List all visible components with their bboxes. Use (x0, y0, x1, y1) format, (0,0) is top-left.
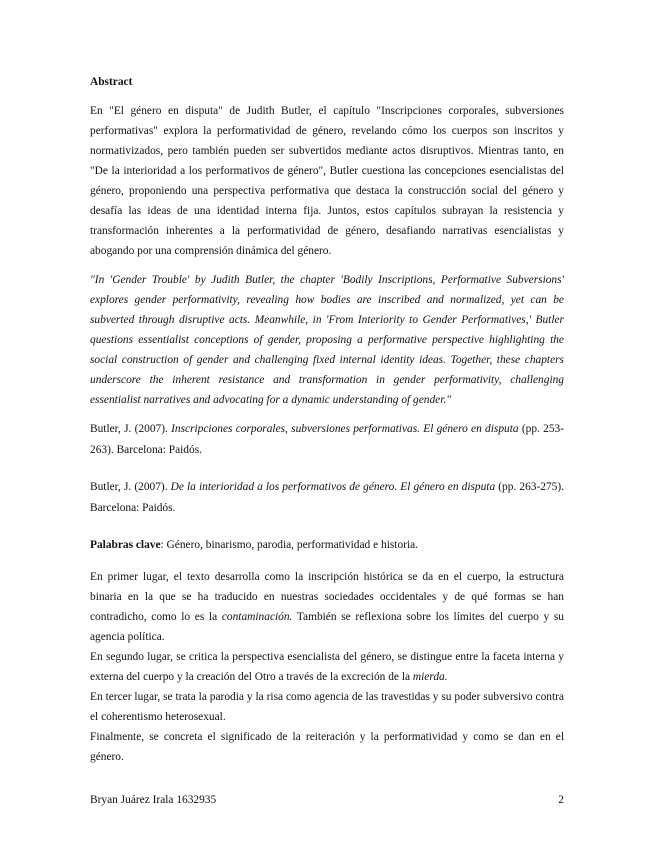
abstract-spanish: En "El género en disputa" de Judith Butler, el capítulo "Inscripciones corporales, subversiones performativas" explora la performatividad de género, revelando cómo los cuerpos son inscritos y normativizados, pero también pueden ser subvertidos mediante actos disruptivos. Mientras tanto, en "De la interioridad a los performativos de género", Butler cuestiona las concepciones esencialistas del género, proponiendo una perspectiva performativa que destaca la construcción social del género y desafía las ideas de una identidad interna fija. Juntos, estos capítulos subrayan la resistencia y transformación inherentes a la performatividad de género, desafiando narrativas esencialistas y abogando por una comprensión dinámica del género. (90, 105, 564, 257)
reference-details: (pp. 263-275). Barcelona: Paidós. (90, 481, 564, 514)
reference-author: Butler, J. (2007). (90, 423, 172, 435)
page-content (90, 72, 564, 767)
reference-1 (90, 419, 564, 461)
abstract-english: "In 'Gender Trouble' by Judith Butler, the chapter 'Bodily Inscriptions, Performative Subversions' explores gender performativity, revealing how bodies are inscribed and normalized, yet can be subverted through disruptive acts. Meanwhile, in 'From Interiority to Gender Performatives,' Butler questions essentialist conceptions of gender, proposing a performative perspective highlighting the social construction of gender and challenging fixed internal identity ideas. Together, these chapters underscore the inherent resistance and transformation in gender performativity, challenging essentialist narratives and advocating for a dynamic understanding of gender." (90, 274, 564, 406)
body-text: Finalmente, se concreta el significado de la reiteración y la performatividad y como se dan en el género. (90, 731, 564, 763)
reference-details: (pp. 253-263). Barcelona: Paidós. (90, 423, 565, 456)
body-text: En primer lugar, el texto desarrolla como la inscripción histórica se da en el cuerpo, la estructura binaria en la que se ha traducido en nuestras sociedades occidentales y de qué formas se han contradicho, como lo es la (90, 571, 564, 623)
body-text: En segundo lugar, se critica la perspectiva esencialista del género, se distingue entre la faceta interna y externa del cuerpo y la creación del Otro a través de la excreción de la (90, 651, 564, 683)
body-text: También se reflexiona sobre los límites del cuerpo y su agencia política. (90, 611, 564, 643)
body-paragraph-2 (90, 647, 564, 687)
body-emphasis: mierda. (412, 671, 448, 683)
reference-2 (90, 477, 564, 519)
body-paragraph-4 (90, 727, 564, 767)
body-paragraph-1 (90, 567, 564, 647)
keywords-label: Palabras clave (90, 539, 161, 551)
keywords-text: : Género, binarismo, parodia, performatividad e historia. (160, 539, 419, 551)
keywords (90, 535, 564, 555)
body-paragraph-3 (90, 687, 564, 727)
body-emphasis: contaminación. (221, 611, 293, 623)
page-footer (90, 792, 564, 808)
abstract-heading: Abstract (90, 76, 133, 88)
reference-title: De la interioridad a los performativos de género. El género en disputa (170, 481, 496, 493)
page-number: 2 (558, 794, 564, 806)
footer-author: Bryan Juárez Irala 1632935 (90, 794, 217, 806)
reference-title: Inscripciones corporales, subversiones performativas. El género en disputa (171, 423, 519, 435)
reference-author: Butler, J. (2007). (90, 481, 171, 493)
body-text: En tercer lugar, se trata la parodia y la risa como agencia de las travestidas y su poder subversivo contra el coherentismo heterosexual. (90, 691, 564, 723)
